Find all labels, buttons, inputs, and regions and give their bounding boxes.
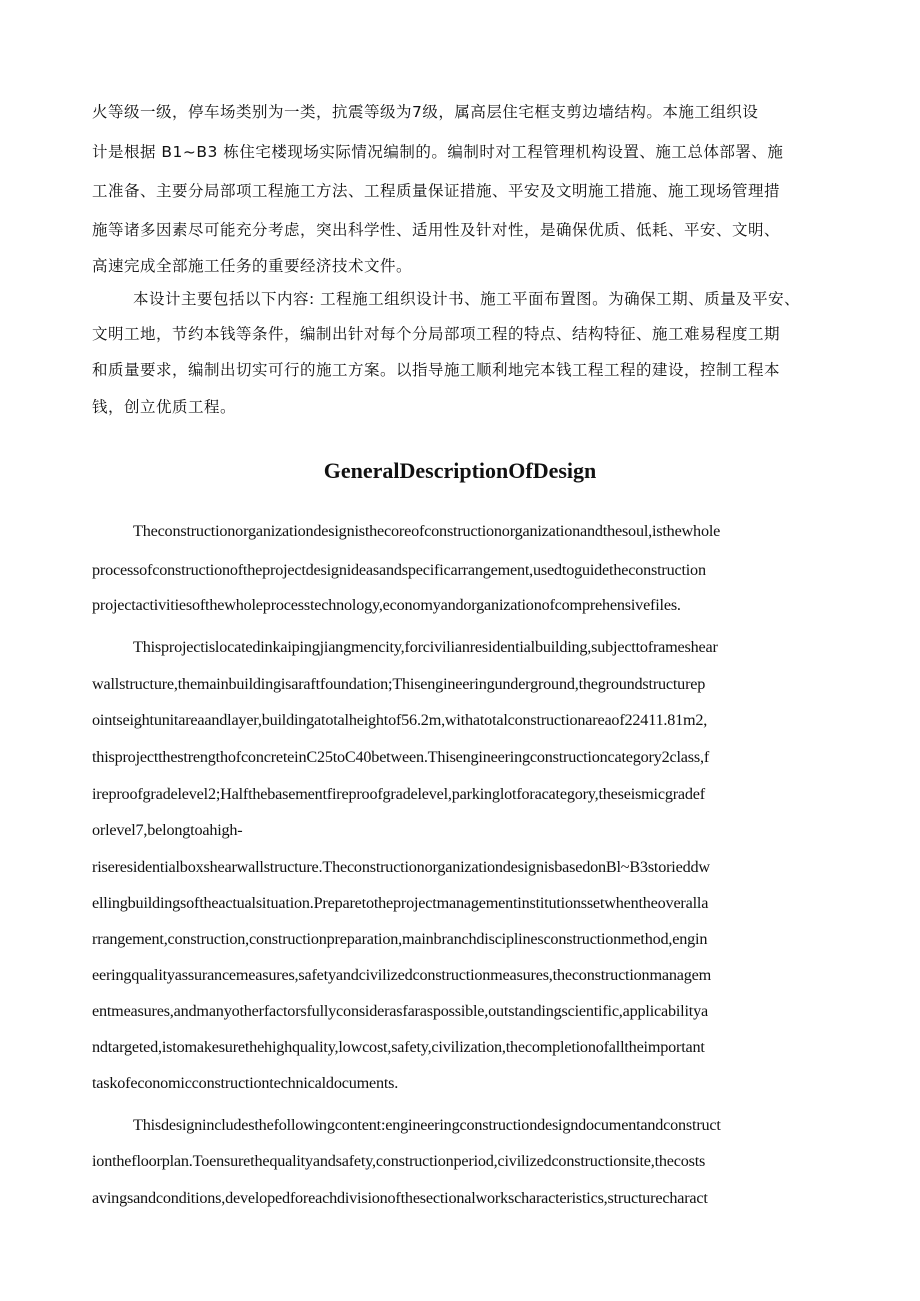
en-p2-line-6: orlevel7,belongtoahigh- [92, 821, 243, 839]
en-p2-line-3: ointseightunitareaandlayer,buildingatotalheightof56.2m,withatotalconstructionareaof22411.81m2, [92, 711, 708, 729]
en-p2-line-4: thisprojectthestrengthofconcreteinC25toC40between.Thisengineeringconstructioncategory2class,f [92, 748, 710, 766]
en-p2-line-9: rrangement,construction,constructionpreparation,mainbranchdisciplinesconstructionmethod,engin [92, 930, 708, 948]
en-p3-line-2: ionthefloorplan.Toensurethequalityandsafety,constructionperiod,civilizedconstructionsite,thecosts [92, 1152, 706, 1170]
en-p2-line-7: riseresidentialboxshearwallstructure.TheconstructionorganizationdesignisbasedonBl~B3storieddw [92, 858, 710, 876]
cn-p1-line-1: 火等级一级，停车场类别为一类，抗震等级为7级，属高层住宅框支剪边墙结构。本施工组织设 [92, 103, 759, 121]
cn-p2-line-3: 和质量要求，编制出切实可行的施工方案。以指导施工顺利地完本钱工程工程的建设，控制工程本 [92, 361, 781, 379]
en-p2-line-11: entmeasures,andmanyotherfactorsfullyconsiderasfaraspossible,outstandingscientific,applicabilitya [92, 1002, 708, 1020]
en-p3-line-3: avingsandconditions,developedforeachdivisionofthesectionalworkscharacteristics,structurecharact [92, 1189, 708, 1207]
section-heading: GeneralDescriptionOfDesign [323, 458, 597, 483]
en-p1-line-1: Theconstructionorganizationdesignisthecoreofconstructionorganizationandthesoul,isthewhole [133, 522, 721, 540]
en-p2-line-5: ireproofgradelevel2;Halfthebasementfireproofgradelevel,parkinglotforacategory,theseismicgradef [92, 785, 705, 803]
cn-p1-line-5: 高速完成全部施工任务的重要经济技术文件。 [92, 257, 413, 275]
cn-p2-line-4: 钱，创立优质工程。 [92, 398, 237, 416]
en-p1-line-2: processofconstructionoftheprojectdesignideasandspecificarrangement,usedtoguidetheconstruction [92, 561, 706, 579]
cn-p1-line-3: 工准备、主要分局部项工程施工方法、工程质量保证措施、平安及文明施工措施、施工现场管理措 [92, 182, 781, 200]
en-p1-line-3: projectactivitiesofthewholeprocesstechnology,economyandorganizationofcomprehensivefiles. [92, 596, 681, 614]
cn-p1-line-2: 计是根据 B1~B3 栋住宅楼现场实际情况编制的。编制时对工程管理机构设置、施工总体部署、施 [92, 143, 784, 161]
en-p3-line-1: Thisdesignincludesthefollowingcontent:engineeringconstructiondesigndocumentandconstruct [133, 1116, 721, 1134]
en-p2-line-12: ndtargeted,istomakesurethehighquality,lowcost,safety,civilization,thecompletionofalltheimportant [92, 1038, 705, 1056]
en-p2-line-10: eeringqualityassurancemeasures,safetyandcivilizedconstructionmeasures,theconstructionmanagem [92, 966, 711, 984]
en-p2-line-2: wallstructure,themainbuildingisaraftfoundation;Thisengineeringunderground,thegroundstructurep [92, 675, 706, 693]
cn-p2-line-2: 文明工地，节约本钱等条件，编制出针对每个分局部项工程的特点、结构特征、施工难易程度工期 [92, 325, 781, 343]
en-p2-line-1: Thisprojectislocatedinkaipingjiangmencity,forcivilianresidentialbuilding,subjecttoframeshear [133, 638, 718, 656]
en-p2-line-8: ellingbuildingsoftheactualsituation.Preparetotheprojectmanagementinstitutionssetwhentheoveralla [92, 894, 709, 912]
en-p2-line-13: taskofeconomicconstructiontechnicaldocuments. [92, 1074, 399, 1092]
cn-p2-line-1: 本设计主要包括以下内容: 工程施工组织设计书、施工平面布置图。为确保工期、质量及平安、 [133, 290, 801, 308]
cn-p1-line-4: 施等诸多因素尽可能充分考虑，突出科学性、适用性及针对性，是确保优质、低耗、平安、文明、 [92, 221, 781, 239]
